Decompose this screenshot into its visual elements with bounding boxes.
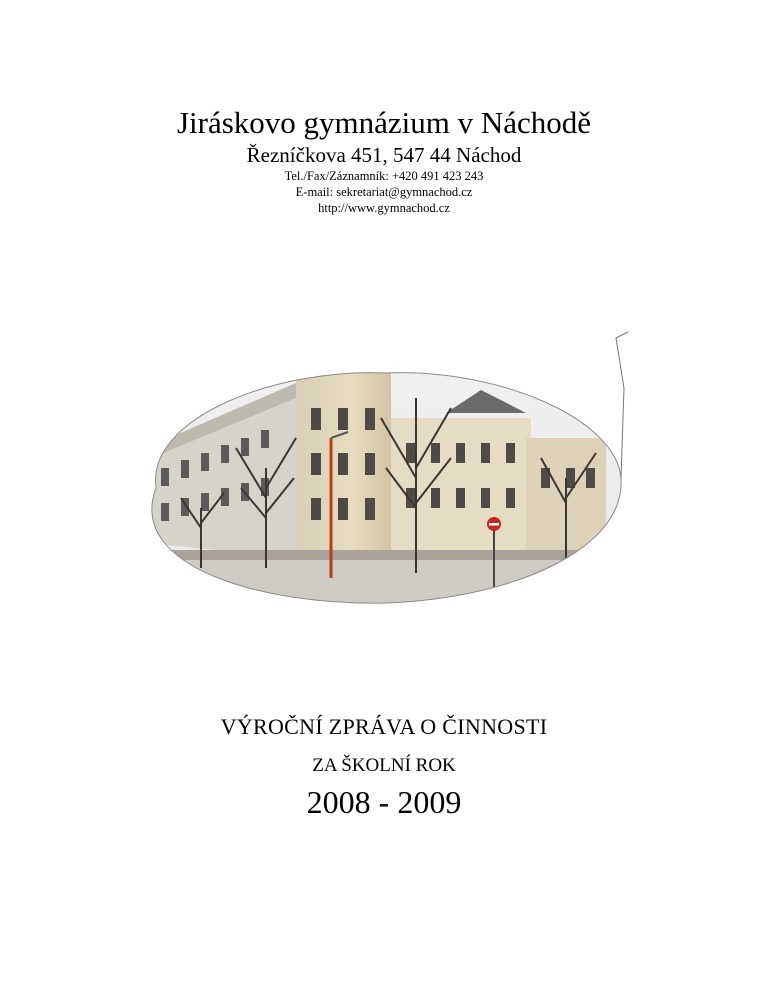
school-address: Řezníčkova 451, 547 44 Náchod bbox=[246, 143, 522, 167]
report-title: VÝROČNÍ ZPRÁVA O ČINNOSTI bbox=[220, 714, 548, 739]
report-subtitle: ZA ŠKOLNÍ ROK bbox=[312, 755, 456, 776]
school-name: Jiráskovo gymnázium v Náchodě bbox=[176, 105, 592, 140]
contact-phone: Tel./Fax/Záznamník: +420 491 423 243 bbox=[284, 169, 484, 183]
building-illustration bbox=[116, 328, 636, 628]
contact-website: http://www.gymnachod.cz bbox=[318, 201, 450, 215]
report-year: 2008 - 2009 bbox=[306, 784, 462, 820]
document-header bbox=[0, 104, 768, 216]
report-title-block bbox=[0, 712, 768, 820]
contact-email: E-mail: sekretariat@gymnachod.cz bbox=[295, 185, 473, 199]
school-building-photo bbox=[116, 328, 636, 628]
